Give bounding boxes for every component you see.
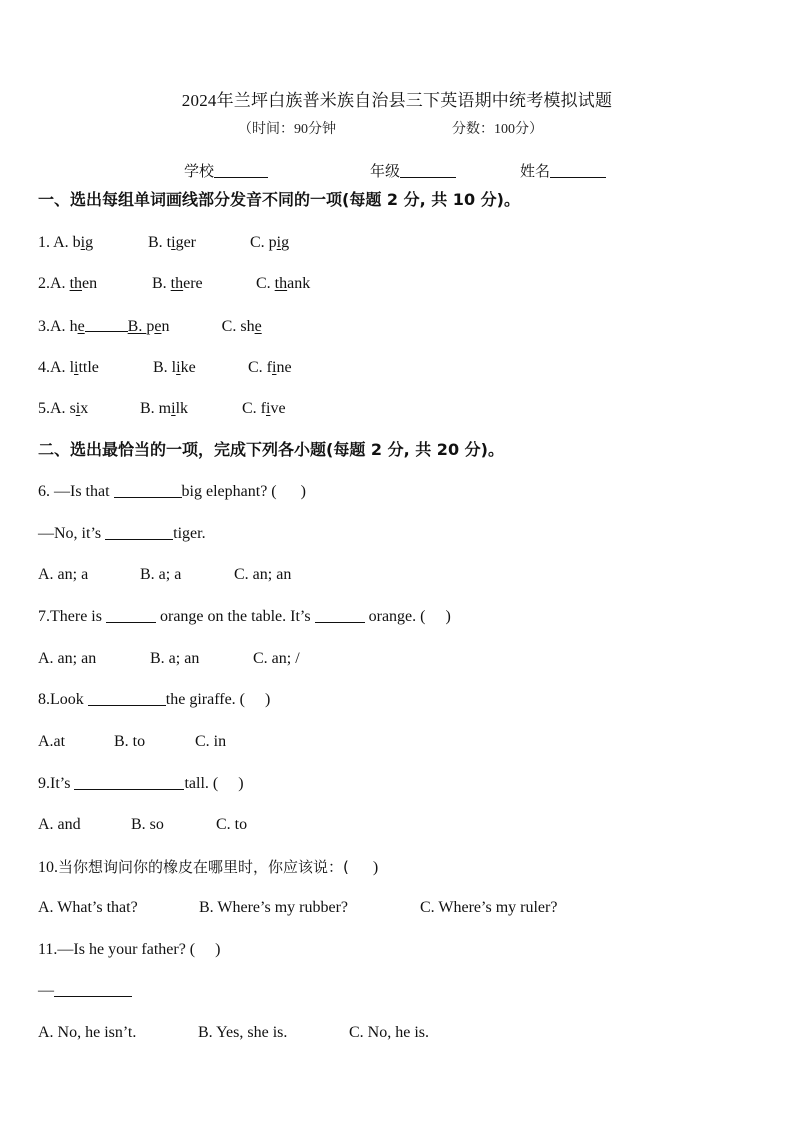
q1-b[interactable]: B. tiger [148,234,197,251]
q11-option-b[interactable]: B. Yes, she is. [198,1024,288,1041]
q6-option-b[interactable]: B. a; a [140,566,182,583]
q2-c[interactable]: C. thank [256,275,311,292]
section2-heading: 二、选出最恰当的一项，完成下列各小题(每题 2 分, 共 20 分)。 [38,440,504,459]
q4-c[interactable]: C. fine [248,359,292,376]
question-11-answer-line: — [38,981,132,1001]
q9-blank[interactable] [74,774,184,790]
time-label: （时间：90分钟 [238,122,336,137]
q8-option-a[interactable]: A.at [38,733,66,750]
q5-b[interactable]: B. milk [140,400,189,417]
grade-label: 年级 [370,164,401,180]
section1-heading: 一、选出每组单词画线部分发音不同的一项(每题 2 分, 共 10 分)。 [38,190,520,209]
q7-blank-1[interactable] [106,607,156,623]
grade-field[interactable] [370,160,456,181]
school-field[interactable] [184,160,268,181]
q4-a[interactable]: 4.A. little [38,359,99,376]
question-9-options [38,815,247,835]
q10-option-c[interactable]: C. Where’s my ruler? [420,899,558,916]
q9-option-b[interactable]: B. so [131,816,164,833]
q3-b[interactable]: B. pen [127,318,170,335]
question-4 [38,358,292,378]
name-label: 姓名 [520,164,551,180]
question-6: 6. —Is that big elephant? ( ) [38,483,306,500]
question-10: 10.当你想询问你的橡皮在哪里时，你应该说：( ) [38,858,379,876]
q6-blank-1[interactable] [114,482,182,498]
q4-b[interactable]: B. like [153,359,196,376]
question-1 [38,233,289,253]
q11-option-a[interactable]: A. No, he isn’t. [38,1024,137,1041]
q5-a[interactable]: 5.A. six [38,400,89,417]
q6-option-c[interactable]: C. an; an [234,566,292,583]
q6-option-a[interactable]: A. an; a [38,566,89,583]
q9-option-c[interactable]: C. to [216,816,248,833]
q2-b[interactable]: B. there [152,275,203,292]
question-8-options [38,732,226,752]
question-9: 9.It’s tall. ( ) [38,775,244,792]
question-8: 8.Look the giraffe. ( ) [38,691,271,708]
question-11-options [38,1023,429,1043]
question-3 [38,316,262,337]
q7-option-a[interactable]: A. an; an [38,650,97,667]
q7-option-c[interactable]: C. an; / [253,650,300,667]
q5-c[interactable]: C. five [242,400,286,417]
q1-a[interactable]: 1. A. big [38,234,94,251]
page-title: 2024年兰坪白族普米族自治县三下英语期中统考模拟试题 [181,91,613,110]
question-5 [38,399,286,419]
school-label: 学校 [184,164,215,180]
name-field[interactable] [520,160,606,181]
q10-option-a[interactable]: A. What’s that? [38,899,138,916]
question-10-options [38,898,557,918]
q3-c[interactable]: C. she [221,318,262,335]
question-6-options [38,565,291,585]
q8-option-b[interactable]: B. to [114,733,146,750]
q8-option-c[interactable]: C. in [195,733,227,750]
question-2 [38,274,310,294]
q3-a[interactable]: 3.A. he [38,318,85,335]
question-7-options [38,649,300,669]
q6-blank-2[interactable] [105,524,173,540]
question-7: 7.There is orange on the table. It’s orange. ( ) [38,608,451,625]
q2-a[interactable]: 2.A. then [38,275,98,292]
q10-option-b[interactable]: B. Where’s my rubber? [199,899,348,916]
question-6-line2: —No, it’s tiger. [38,525,206,542]
q11-option-c[interactable]: C. No, he is. [349,1024,429,1041]
question-11: 11.—Is he your father? ( ) [38,941,221,958]
q9-option-a[interactable]: A. and [38,816,81,833]
q7-option-b[interactable]: B. a; an [150,650,200,667]
q11-blank[interactable] [54,981,132,997]
q8-blank[interactable] [88,690,166,706]
q7-blank-2[interactable] [315,607,365,623]
q1-c[interactable]: C. pig [250,234,290,251]
score-label: 分数：100分） [452,122,543,137]
